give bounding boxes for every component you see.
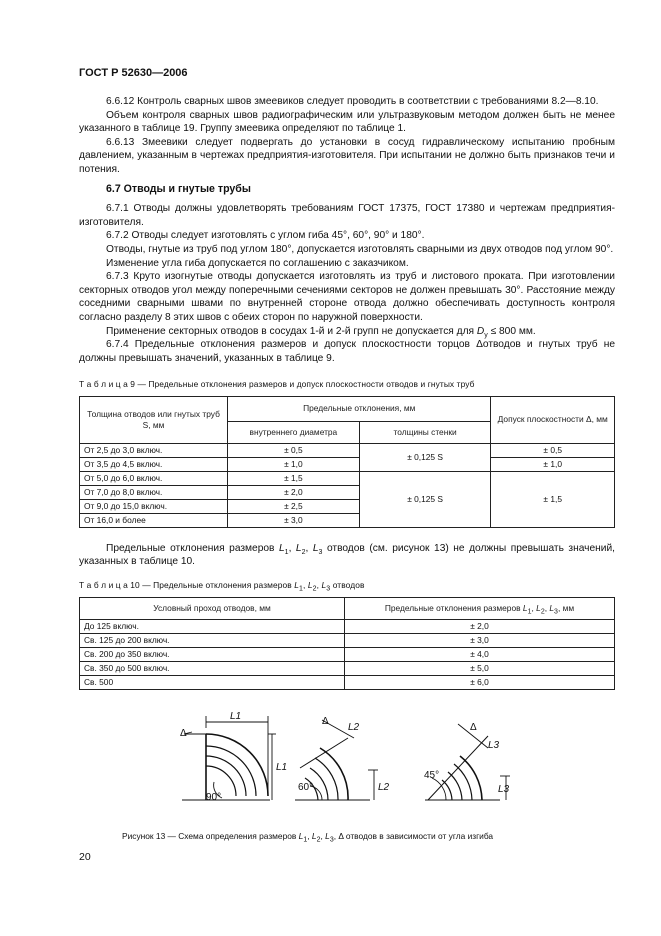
table-row-passage: До 125 включ. xyxy=(80,619,345,633)
clause-6-7-2: 6.7.2 Отводы следует изготовлять с углом гиба 45°, 60°, 90° и 180°. xyxy=(106,230,425,242)
fig-l3-side-label: L3 xyxy=(498,784,510,795)
fig-l2-label: L2 xyxy=(348,722,360,733)
table-9-header-flatness: Допуск плоскостности Δ, мм xyxy=(491,396,615,443)
table-row-wall: ± 0,125 S xyxy=(359,443,491,471)
fig-l1-side-label: L1 xyxy=(276,762,288,773)
table-row-flatness: ± 1,5 xyxy=(491,471,615,527)
table-row-inner: ± 1,0 xyxy=(228,457,360,471)
table-10-header-passage: Условный проход отводов, мм xyxy=(80,597,345,619)
fig-delta-60: Δ xyxy=(322,716,329,727)
page-number: 20 xyxy=(79,851,91,863)
clause-6-7-1: 6.7.1 Отводы должны удовлетворять требованиям ГОСТ 17375, ГОСТ 17380 и чертежам предприятия-изготовителя. xyxy=(79,203,615,228)
table-10 xyxy=(79,597,615,690)
fig-delta-45: Δ xyxy=(470,722,477,733)
table-9 xyxy=(79,396,615,528)
clause-6-7-2-180: Отводы, гнутые из труб под углом 180°, допускается изготовлять сварными из двух отводов под углом 90°. xyxy=(106,243,614,255)
clause-6-7-2-agreement: Изменение угла гиба допускается по соглашению с заказчиком. xyxy=(106,257,409,269)
table-row-inner: ± 2,0 xyxy=(228,485,360,499)
table-9-header-deviation: Предельные отклонения, мм xyxy=(228,396,491,421)
table-row-flatness: ± 0,5 xyxy=(491,443,615,457)
table-10-caption: Т а б л и ц а 10 — Предельные отклонения размеров $L_1$, $L_2$, $L_3$ отводов xyxy=(79,580,365,593)
table-row-thickness: От 3,5 до 4,5 включ. xyxy=(80,457,228,471)
elbow-90 xyxy=(182,716,276,800)
table-9-header-thickness: Толщина отводов или гнутых труб S, мм xyxy=(80,396,228,443)
figure-13-drawing xyxy=(170,708,520,820)
table-row-flatness: ± 1,0 xyxy=(491,457,615,471)
table-row-thickness: От 7,0 до 8,0 включ. xyxy=(80,485,228,499)
table-row-thickness: От 16,0 и более xyxy=(80,513,228,527)
table-row-thickness: От 2,5 до 3,0 включ. xyxy=(80,443,228,457)
clause-6-7-3-groups: Применение секторных отводов в сосудах 1-й и 2-й групп не допускается для $D_у \le 800$ мм. xyxy=(106,325,536,339)
table-row-inner: ± 3,0 xyxy=(228,513,360,527)
table-row-thickness: От 5,0 до 6,0 включ. xyxy=(80,471,228,485)
table-row-inner: ± 2,5 xyxy=(228,499,360,513)
fig-angle-45: 45° xyxy=(424,770,440,781)
table-row-passage: Св. 200 до 350 включ. xyxy=(80,647,345,661)
table-9-caption: Т а б л и ц а 9 — Предельные отклонения размеров и допуск плоскостности отводов и гнутых труб xyxy=(79,379,475,390)
table-row-inner: ± 1,5 xyxy=(228,471,360,485)
section-title: 6.7 Отводы и гнутые трубы xyxy=(106,182,251,195)
figure-13-caption: Рисунок 13 — Схема определения размеров $L_1$, $L_2$, $L_3$, Δ отводов в зависимости от угла изгиба xyxy=(122,831,494,844)
table-row-passage: Св. 500 xyxy=(80,675,345,689)
fig-l1-label: L1 xyxy=(230,711,242,722)
clause-6-7-4: 6.7.4 Предельные отклонения размеров и допуск плоскостности торцов Δотводов и гнутых труб не должны превышать значений, указанных в таблице 9. xyxy=(79,339,615,364)
table-row-wall: ± 0,125 S xyxy=(359,471,491,527)
fig-delta-label: Δ xyxy=(180,728,187,739)
table-row-thickness: От 9,0 до 15,0 включ. xyxy=(80,499,228,513)
table-row-passage: Св. 125 до 200 включ. xyxy=(80,633,345,647)
fig-l3-label: L3 xyxy=(488,740,500,751)
running-header: ГОСТ Р 52630—2006 xyxy=(79,67,188,79)
lengths-paragraph: Предельные отклонения размеров $L_1$, $L_2$, $L_3$ отводов (см. рисунок 13) не должны превышать значений, указанных в таблице 10. xyxy=(79,542,615,568)
table-row-dev: ± 4,0 xyxy=(345,647,615,661)
clause-6-6-13: 6.6.13 Змеевики следует подвергать до установки в сосуд гидравлическому испытанию пробным давлением, указанным в чертежах предприятия-изготовителя. При испытании не должно быть признаков течи и потения. xyxy=(79,136,615,175)
body-text xyxy=(79,95,615,690)
table-9-header-wall: толщины стенки xyxy=(359,421,491,443)
table-row-inner: ± 0,5 xyxy=(228,443,360,457)
table-row-dev: ± 3,0 xyxy=(345,633,615,647)
table-row-dev: ± 6,0 xyxy=(345,675,615,689)
fig-angle-60: 60° xyxy=(298,782,314,793)
clause-6-7-3: 6.7.3 Круто изогнутые отводы допускается изготовлять из труб и листового проката. При изготовлении секторных отводов угол между поперечными сечениями секторов не должен превышать 30°. Расстояние между соседними сварными швами по внутренней стороне отвода должно обеспечивать доступность контроля согласно разделу 8 этих швов с обеих сторон по наружной поверхности. xyxy=(79,271,615,323)
fig-angle-90: 90° xyxy=(206,792,222,803)
table-row-passage: Св. 350 до 500 включ. xyxy=(80,661,345,675)
table-9-header-inner: внутреннего диаметра xyxy=(228,421,360,443)
table-row-dev: ± 5,0 xyxy=(345,661,615,675)
clause-6-6-12: 6.6.12 Контроль сварных швов змеевиков следует проводить в соответствии с требованиями 8.2—8.10. xyxy=(106,96,599,107)
clause-6-6-12-volume: Объем контроля сварных швов радиографическим или ультразвуковым методом должен быть не менее указанного в таблице 19. Группу змеевика определяют по таблице 1. xyxy=(79,109,615,135)
fig-l2-side-label: L2 xyxy=(378,782,390,793)
table-row-dev: ± 2,0 xyxy=(345,619,615,633)
table-10-header-deviation: Предельные отклонения размеров $L_1$, $L_2$, $L_3$, мм xyxy=(345,597,615,619)
